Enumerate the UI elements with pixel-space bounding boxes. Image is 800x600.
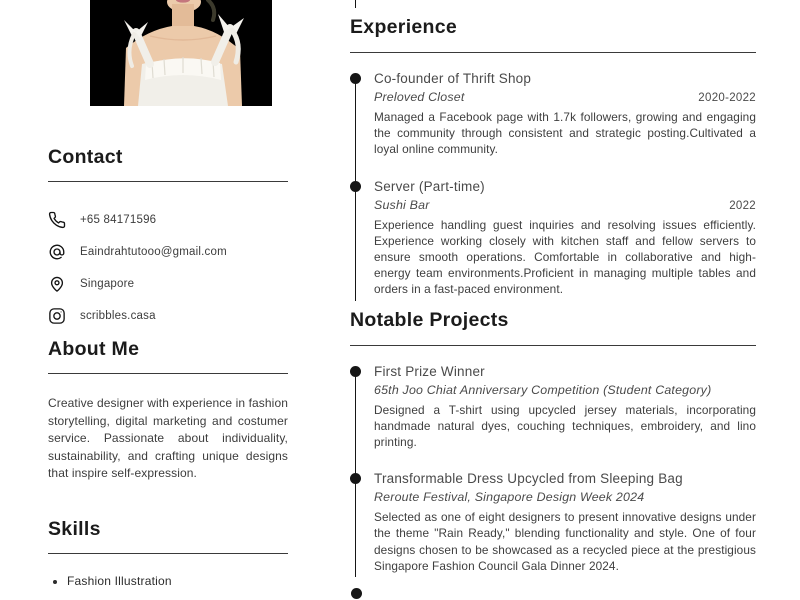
timeline-dot-next-section (351, 588, 362, 599)
instagram-handle: scribbles.casa (80, 309, 156, 322)
projects-heading: Notable Projects (350, 309, 756, 346)
entry-title: Transformable Dress Upcycled from Sleeping Bag (374, 471, 683, 487)
main-column (350, 0, 756, 574)
entry-description: Experience handling guest inquiries and resolving issues efficiently. Experience working closely with kitchen staff and fellow servers to ensure smooth operations. Comfortable in collaborative and high-energy team environments.Proficient in managing multiple tables and orders in a fast-paced environment. (374, 217, 756, 297)
timeline-dot (350, 73, 361, 84)
entry-description: Designed a T-shirt using upcycled jersey materials, incorporating handmade natural dyes, couching techniques, embroidery, and lino printing. (374, 402, 756, 450)
contact-row-location (48, 274, 288, 293)
instagram-icon (48, 307, 66, 325)
experience-entry (374, 179, 756, 298)
contact-row-email (48, 242, 288, 261)
entry-description: Managed a Facebook page with 1.7k followers, growing and engaging the community through consistent and strategic posting.Cultivated a loyal online community. (374, 110, 756, 157)
entry-title: Server (Part-time) (374, 178, 485, 194)
entry-organization: Reroute Festival, Singapore Design Week 2024 (374, 490, 645, 505)
contact-row-instagram (48, 306, 288, 325)
location-icon (48, 275, 66, 293)
entry-title: First Prize Winner (374, 363, 485, 379)
location-text: Singapore (80, 277, 135, 290)
entry-organization: Preloved Closet (374, 90, 465, 104)
phone-number: +65 84171596 (80, 213, 157, 226)
contact-heading: Contact (48, 146, 288, 182)
project-entry (374, 364, 756, 451)
timeline-dot (350, 366, 361, 377)
email-address: Eaindrahtutooo@gmail.com (80, 245, 227, 258)
entry-organization: 65th Joo Chiat Anniversary Competition (Student Category) (374, 382, 712, 397)
sidebar-column (48, 0, 288, 588)
experience-entry (374, 71, 756, 158)
email-icon (48, 243, 66, 261)
timeline-dot (350, 473, 361, 484)
contact-row-phone (48, 210, 288, 229)
skills-heading: Skills (48, 518, 288, 554)
skill-item: • Fashion Illustration (67, 574, 288, 588)
timeline-continuation-top (355, 0, 357, 8)
entry-dates: 2020-2022 (698, 92, 756, 104)
entry-subrow (374, 383, 756, 397)
about-text: Creative designer with experience in fashion storytelling, digital marketing and costumer service. Passionate about individuality, sustainability, and crafting unique designs that inspire self-expression. (48, 396, 288, 481)
entry-subrow (374, 490, 756, 504)
projects-timeline (350, 364, 756, 574)
entry-subrow (374, 198, 756, 212)
entry-subrow (374, 90, 756, 104)
contact-list (48, 210, 288, 325)
entry-description: Selected as one of eight designers to present innovative designs under the theme "Rain Ready," blending functionality and style. One of four designs chosen to be showcased as a recycled piece at the prestigious Singapore Fashion Council Gala Dinner 2024. (374, 510, 756, 573)
entry-title: Co-founder of Thrift Shop (374, 71, 532, 86)
project-entry (374, 471, 756, 574)
projects-section (350, 309, 756, 574)
experience-heading: Experience (350, 16, 756, 53)
experience-section (350, 16, 756, 298)
about-heading: About Me (48, 338, 288, 374)
timeline-dot (350, 181, 361, 192)
phone-icon (48, 211, 66, 229)
entry-organization: Sushi Bar (374, 197, 430, 212)
experience-timeline (350, 71, 756, 298)
skills-list (48, 574, 288, 588)
entry-dates: 2022 (729, 199, 756, 212)
